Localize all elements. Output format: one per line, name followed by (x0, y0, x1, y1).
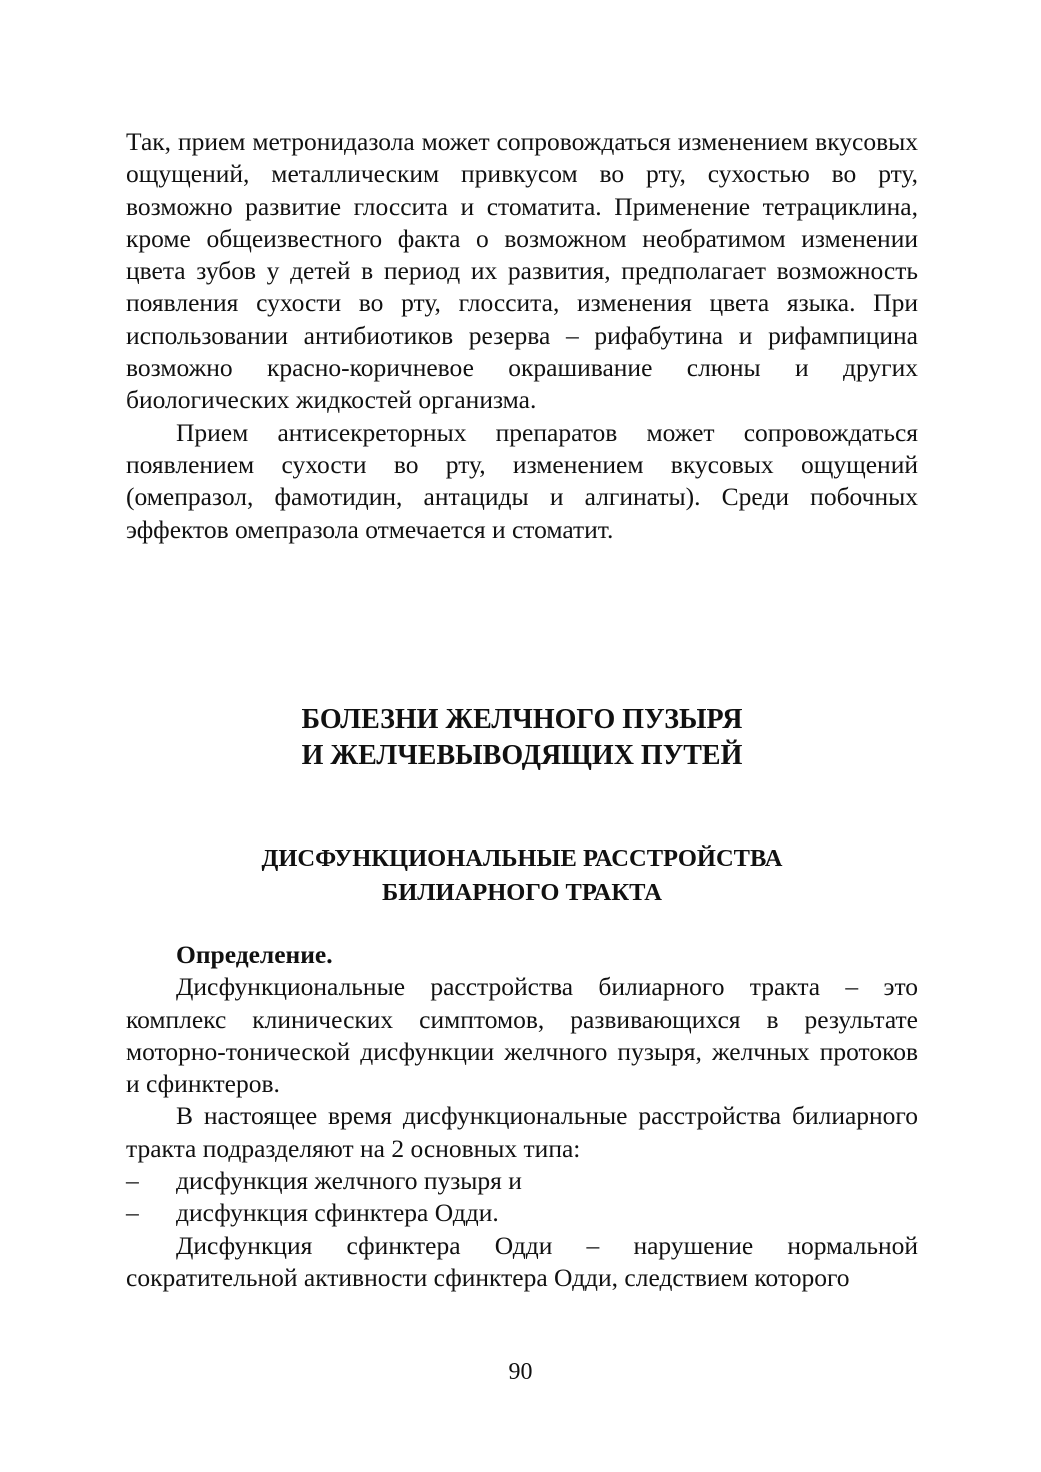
types-intro-paragraph: В настоящее время дисфункциональные расстройства билиарного тракта подразделяют на 2 основных типа: (126, 1101, 918, 1163)
intro-text-block (126, 126, 918, 546)
chapter-title-line-1: БОЛЕЗНИ ЖЕЛЧНОГО ПУЗЫРЯ (301, 704, 743, 735)
definition-paragraph: Дисфункциональные расстройства билиарного тракта – это комплекс клинических симптомов, развивающихся в результате моторно-тонической дисфункции желчного пузыря, желчных протоков и сфинктеров. (126, 972, 918, 1099)
intro-paragraph-2: Прием антисекреторных препаратов может сопровождаться появлением сухости во рту, изменением вкусовых ощущений (омепразол, фамотидин, антациды и алгинаты). Среди побочных эффектов омепразола отмечается и стоматит. (126, 417, 918, 544)
section-title (126, 842, 918, 910)
section-title-line-2: БИЛИАРНОГО ТРАКТА (382, 879, 662, 906)
definition-label: Определение. (176, 940, 333, 969)
list-item (126, 1165, 918, 1197)
section-text-block (126, 939, 918, 1294)
oddi-paragraph: Дисфункция сфинктера Одди – нарушение нормальной сократительной активности сфинктера Одди, следствием которого (126, 1230, 918, 1292)
list-item-text: дисфункция желчного пузыря и (176, 1166, 522, 1196)
list-item-text: дисфункция сфинктера Одди. (176, 1198, 499, 1228)
chapter-title (126, 702, 918, 774)
list-dash: – (126, 1166, 139, 1196)
section-title-line-1: ДИСФУНКЦИОНАЛЬНЫЕ РАССТРОЙСТВА (261, 845, 783, 872)
list-dash: – (126, 1198, 139, 1228)
list-item (126, 1197, 918, 1229)
page-number: 90 (508, 1359, 533, 1385)
intro-paragraph-1: Так, прием метронидазола может сопровождаться изменением вкусовых ощущений, металлическим привкусом во рту, сухостью во рту, возможно развитие глоссита и стоматита. Применение тетрациклина, кроме общеизвестного факта о возможном необратимом изменении цвета зубов у детей в период их развития, предполагает возможность появления сухости во рту, глоссита, изменения цвета языка. При использовании антибиотиков резерва – рифабутина и рифампицина возможно красно-коричневое окрашивание слюны и других биологических жидкостей организма. (126, 127, 918, 415)
chapter-title-line-2: И ЖЕЛЧЕВЫВОДЯЩИХ ПУТЕЙ (301, 740, 743, 771)
